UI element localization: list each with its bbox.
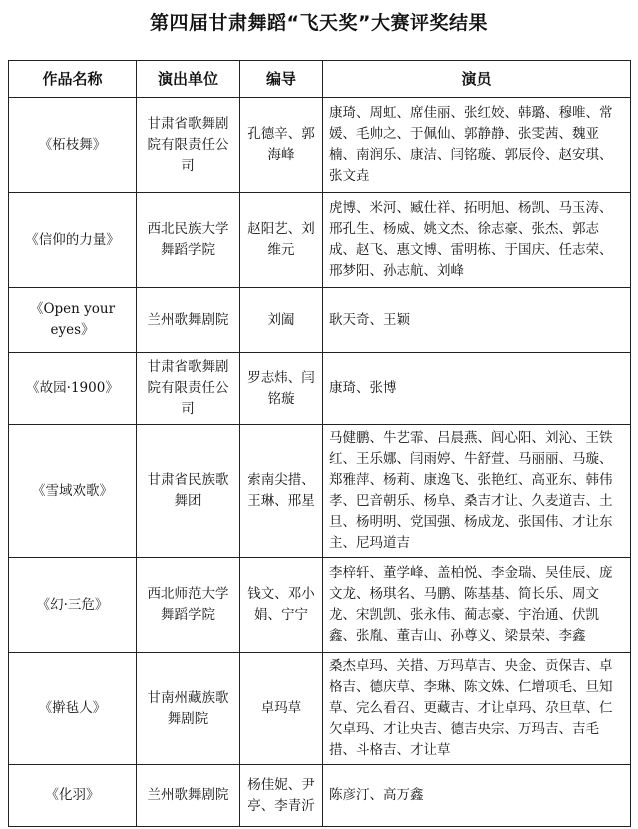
work-name-cell: 《雪域欢歌》 bbox=[9, 425, 137, 558]
results-table bbox=[8, 60, 631, 827]
performers-cell: 耿天奇、王颖 bbox=[323, 288, 631, 353]
performing-unit-cell: 西北师范大学舞蹈学院 bbox=[137, 558, 240, 653]
table-row bbox=[9, 353, 631, 425]
header-work-name: 作品名称 bbox=[9, 61, 137, 98]
performers-cell: 康琦、周虹、席佳丽、张红姣、韩璐、穆唯、常媛、毛帅之、于佩仙、郭静静、张雯茜、魏亚楠、南润乐、康洁、闫铭璇、郭辰伶、赵安琪、张文垚 bbox=[323, 98, 631, 193]
work-name-cell: 《柘枝舞》 bbox=[9, 98, 137, 193]
table-row bbox=[9, 193, 631, 288]
choreographer-cell: 杨佳妮、尹亭、李青沂 bbox=[240, 765, 323, 827]
table-row bbox=[9, 425, 631, 558]
performers-cell: 康琦、张博 bbox=[323, 353, 631, 425]
performers-cell: 马健鹏、牛艺霏、吕晨燕、闾心阳、刘沁、王铁红、王乐娜、闫雨婷、牛舒萱、马丽丽、马璇、郑雅萍、杨莉、康逸飞、张艳红、高亚东、韩伟孝、巴音朝乐、杨阜、桑吉才让、久麦道吉、土旦、杨明明、党国强、杨成龙、张国伟、才让东主、尼玛道吉 bbox=[323, 425, 631, 558]
performing-unit-cell: 甘肃省歌舞剧院有限责任公司 bbox=[137, 98, 240, 193]
table-header-row bbox=[9, 61, 631, 98]
choreographer-cell: 钱文、邓小娟、宁宁 bbox=[240, 558, 323, 653]
work-name-cell: 《Open your eyes》 bbox=[9, 288, 137, 353]
choreographer-cell: 罗志炜、闫铭璇 bbox=[240, 353, 323, 425]
work-name-cell: 《擀毡人》 bbox=[9, 653, 137, 765]
choreographer-cell: 卓玛草 bbox=[240, 653, 323, 765]
performers-cell: 李梓轩、董学峰、盖柏悦、李金瑞、吴佳辰、庞文龙、杨琪名、马鹏、陈基基、简长乐、周文龙、宋凯凯、张永伟、蔺志豪、宇治通、伏凯鑫、张胤、董吉山、孙尊义、梁景荣、李鑫 bbox=[323, 558, 631, 653]
performers-cell: 陈彦汀、高万鑫 bbox=[323, 765, 631, 827]
header-performing-unit: 演出单位 bbox=[137, 61, 240, 98]
table-row bbox=[9, 765, 631, 827]
header-choreographer: 编导 bbox=[240, 61, 323, 98]
choreographer-cell: 赵阳艺、刘维元 bbox=[240, 193, 323, 288]
header-performers: 演员 bbox=[323, 61, 631, 98]
work-name-cell: 《故园·1900》 bbox=[9, 353, 137, 425]
performing-unit-cell: 兰州歌舞剧院 bbox=[137, 288, 240, 353]
choreographer-cell: 孔德辛、郭海峰 bbox=[240, 98, 323, 193]
work-name-cell: 《信仰的力量》 bbox=[9, 193, 137, 288]
table-row bbox=[9, 653, 631, 765]
choreographer-cell: 索南尖措、王琳、邢星 bbox=[240, 425, 323, 558]
work-name-cell: 《化羽》 bbox=[9, 765, 137, 827]
performers-cell: 桑杰卓玛、关措、万玛草吉、央金、贡保吉、卓格吉、德庆草、李琳、陈文姝、仁增项毛、旦知草、完么看召、更藏吉、才让卓玛、尕旦草、仁欠卓玛、才让央吉、德吉央宗、万玛吉、吉毛措、斗格吉、才让草 bbox=[323, 653, 631, 765]
table-row bbox=[9, 98, 631, 193]
table-row bbox=[9, 288, 631, 353]
performing-unit-cell: 西北民族大学舞蹈学院 bbox=[137, 193, 240, 288]
table-row bbox=[9, 558, 631, 653]
performing-unit-cell: 甘肃省民族歌舞团 bbox=[137, 425, 240, 558]
choreographer-cell: 刘阖 bbox=[240, 288, 323, 353]
page-title: 第四届甘肃舞蹈“飞天奖”大赛评奖结果 bbox=[150, 12, 488, 34]
performing-unit-cell: 甘肃省歌舞剧院有限责任公司 bbox=[137, 353, 240, 425]
performing-unit-cell: 兰州歌舞剧院 bbox=[137, 765, 240, 827]
performing-unit-cell: 甘南州藏族歌舞剧院 bbox=[137, 653, 240, 765]
work-name-cell: 《幻·三危》 bbox=[9, 558, 137, 653]
performers-cell: 虎博、米河、臧仕祥、拓明旭、杨凯、马玉涛、邢孔生、杨威、姚文杰、徐志豪、张杰、郭志成、赵飞、惠文博、雷明栋、于国庆、任志荣、邢梦阳、孙志航、刘峰 bbox=[323, 193, 631, 288]
